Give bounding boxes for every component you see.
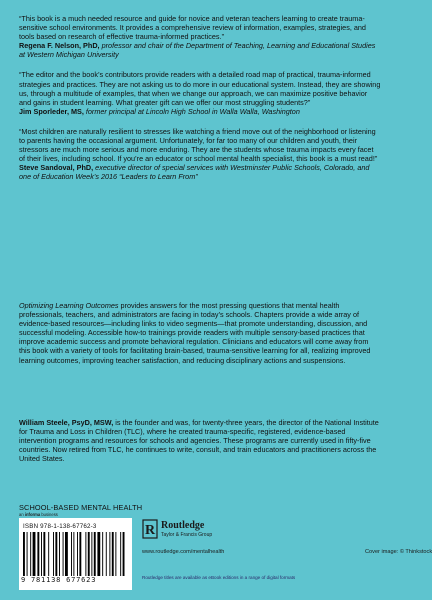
barcode-icon (23, 532, 128, 576)
book-title: Optimizing Learning Outcomes (19, 301, 119, 310)
bio-body: is the founder and was, for twenty-three years, the director of the National Institute for Trauma and Loss in Children (TLC), where he created trauma-specific, registered, evidence-based intervention programs and resources for schools and agencies. These programs are currently used in fifty-five countries. Now retired from TLC, he continues to write, consult, and train educators and practitioners across the United States. (19, 418, 379, 464)
endorser-name: Regena F. Nelson, PhD, (19, 41, 100, 51)
informa-suffix: business (40, 512, 58, 517)
endorsement-attribution (19, 41, 381, 59)
endorsement-attribution (19, 107, 381, 116)
endorsements (19, 14, 381, 193)
publisher-url[interactable]: www.routledge.com/mentalhealth (142, 549, 225, 555)
barcode-box (19, 518, 132, 590)
endorser-name: Jim Sporleder, MS, (19, 106, 84, 116)
endorser-role: former principal at Lincoln High School in Walla Walla, Washington (85, 106, 300, 116)
svg-text:R: R (144, 523, 156, 538)
endorser-name: Steve Sandoval, PhD, (19, 163, 94, 173)
endorsement-text: “The editor and the book’s contributors provide readers with a detailed road map of practical, trauma-informed strategies and practices. They are not asking us to do more in our educational system. Instead, they are showing us, through a multitude of examples, that when we change our approach, we can maximize positive behavior and gains in student learning. What greater gift can we offer our most struggling students?” (19, 70, 381, 107)
endorsement-3 (19, 127, 381, 182)
endorsement-text: “Most children are naturally resilient to stresses like watching a friend move out of the neighborhood or listening to parents having the occasional argument. Unfortunately, for far too many of our children and youth, their stressors are much more serious and more enduring. They are the students whose trauma impacts every facet of their lives, including school. If you’re an educator or school mental health specialist, this book is a must read!” (19, 126, 378, 164)
endorsement-2 (19, 70, 381, 115)
endorsement-text: “This book is a much needed resource and guide for novice and veteran teachers learning to create trauma-sensitive school environments. It provides a comprehensive review of information, examples, strategies, and tools based on research of effective trauma-informed practices.” (19, 14, 366, 42)
informa-brand: informa (24, 512, 41, 517)
ebook-note: Routledge titles are available as eBook editions in a range of digital formats (142, 575, 296, 580)
endorsement-attribution (19, 163, 381, 181)
endorser-role: executive director of special services with Westminster Public Schools, Colorado, and one of Education Week’s 2016 “Leaders to Learn From” (19, 163, 370, 182)
publisher-group: Taylor & Francis Group (161, 532, 213, 538)
endorser-role: professor and chair of the Department of Teaching, Learning and Educational Studies at Western Michigan University (19, 41, 376, 60)
author-name: William Steele, PsyD, MSW, (19, 418, 114, 427)
isbn-label: ISBN 978-1-138-67762-3 (23, 523, 97, 530)
routledge-logo-icon (142, 519, 158, 539)
publisher-block (142, 519, 432, 569)
informa-tag (19, 512, 58, 517)
book-description (19, 301, 381, 365)
description-body: provides answers for the most pressing questions that mental health professionals, teachers, and administrators are facing in today’s schools. Chapters provide a wide array of evidence-based resources—including links to video segments—that promote understanding, discussion, and successful modeling. Accessible how-to trainings provide readers with multiple sensory-based practices that improve academic success and promote behavioral regulation. Clinicians and educators will come away from this book with a variety of tools for facilitating brain-based, trauma-sensitive learning for all, realizing improved learning outcomes, improving teacher satisfaction, and reducing disciplinary actions and suspensions. (19, 301, 371, 365)
author-bio (19, 418, 381, 463)
endorsement-1 (19, 14, 381, 59)
subject-category: SCHOOL-BASED MENTAL HEALTH (19, 503, 143, 512)
cover-credit: Cover image: © Thinkstock (365, 549, 432, 555)
informa-prefix: an (19, 512, 25, 517)
publisher-name: Routledge (161, 520, 205, 531)
barcode-digits: 9 781138 677623 (21, 576, 97, 584)
